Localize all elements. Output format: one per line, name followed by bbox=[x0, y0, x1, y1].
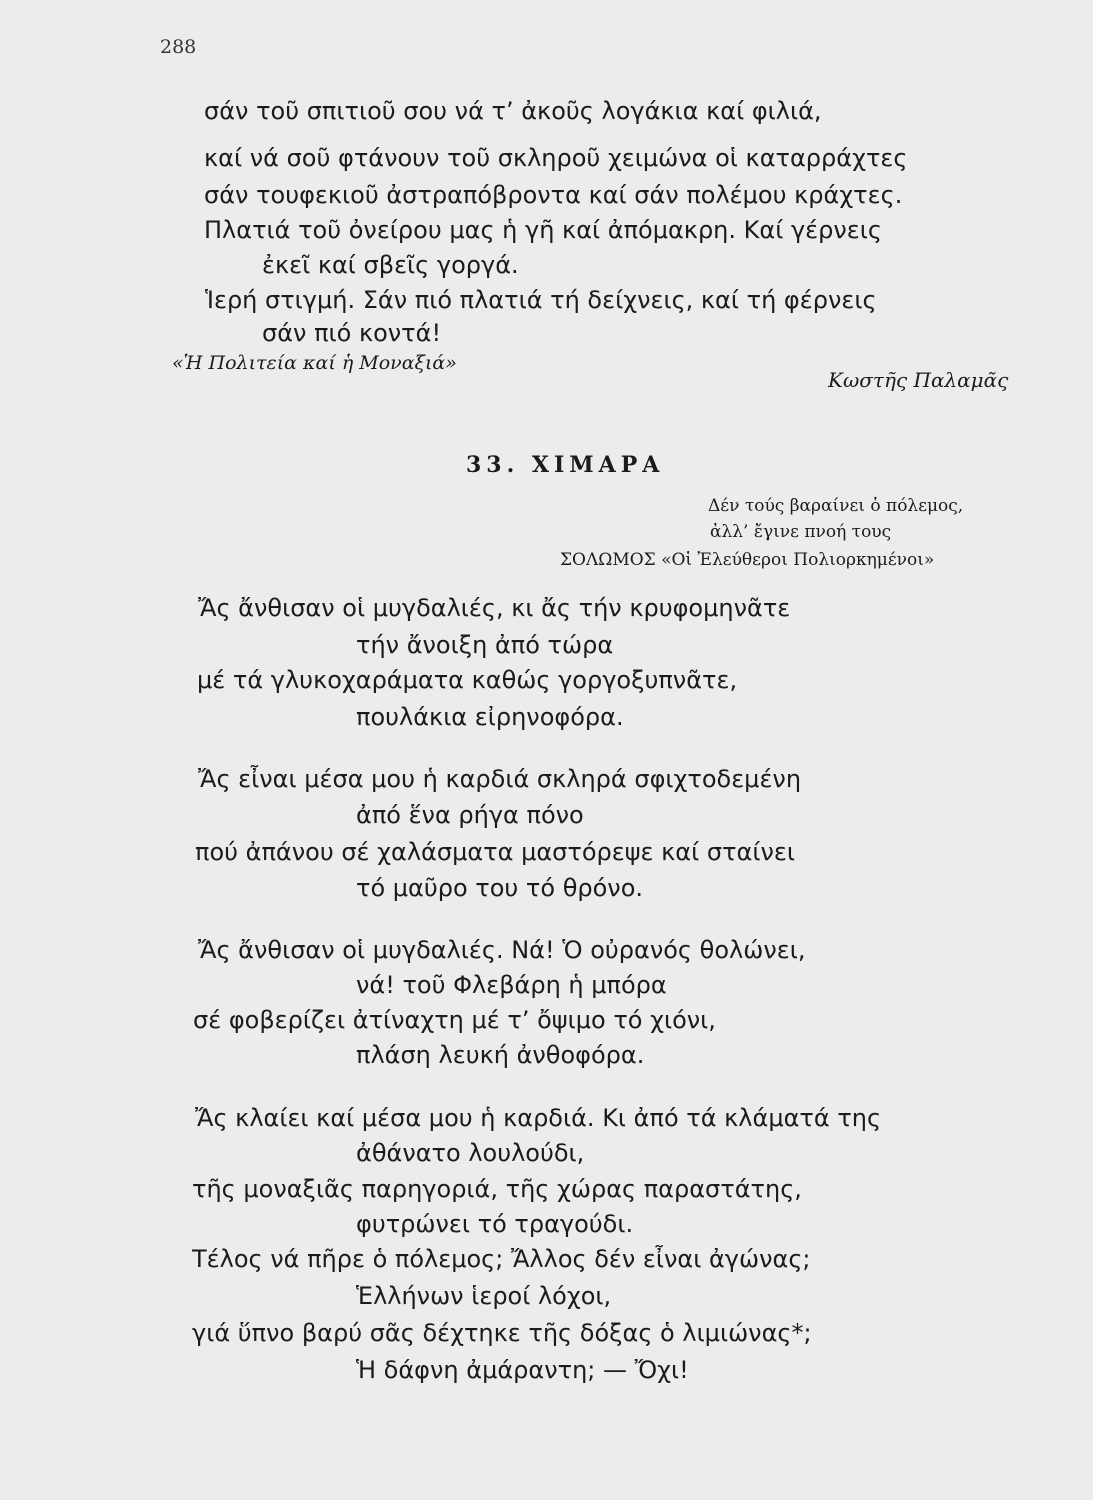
poem1-line: ἐκεῖ καί σβεῖς γοργά. bbox=[262, 251, 519, 279]
poem2-line: Ἑλλήνων ἱεροί λόχοι, bbox=[356, 1282, 612, 1310]
poem1-line: Ἱερή στιγμή. Σάν πιό πλατιά τή δείχνεις, καί τή φέρνεις bbox=[205, 286, 877, 314]
page-number: 288 bbox=[160, 36, 197, 58]
poem2-line: Ἄς εἶναι μέσα μου ἡ καρδιά σκληρά σφιχτοδεμένη bbox=[198, 765, 802, 793]
poem2-line: μέ τά γλυκοχαράματα καθώς γοργοξυπνᾶτε, bbox=[197, 666, 738, 694]
poem2-line: Ἄς κλαίει καί μέσα μου ἡ καρδιά. Κι ἀπό τά κλάματά της bbox=[195, 1104, 882, 1132]
poem2-line: Ἄς ἄνθισαν οἱ μυγδαλιές. Νά! Ὁ οὐρανός θολώνει, bbox=[198, 936, 806, 964]
poem1-line: σάν τουφεκιοῦ ἀστραπόβροντα καί σάν πολέμου κράχτες. bbox=[204, 181, 903, 209]
epigraph-line: Δέν τούς βαραίνει ὁ πόλεμος, bbox=[708, 496, 964, 516]
poem1-line: Πλατιά τοῦ ὀνείρου μας ἡ γῆ καί ἀπόμακρη. Καί γέρνεις bbox=[204, 216, 882, 244]
poem2-line: σέ φοβερίζει ἀτίναχτη μέ τ’ ὄψιμο τό χιόνι, bbox=[193, 1006, 716, 1034]
poem1-line: καί νά σοῦ φτάνουν τοῦ σκληροῦ χειμώνα οἱ καταρράχτες bbox=[204, 144, 908, 172]
poem2-line: τήν ἄνοιξη ἀπό τώρα bbox=[356, 631, 614, 659]
poem2-line: Τέλος νά πῆρε ὁ πόλεμος; Ἄλλος δέν εἶναι ἀγώνας; bbox=[192, 1245, 811, 1273]
poem2-line: τῆς μοναξιᾶς παρηγοριά, τῆς χώρας παραστάτης, bbox=[192, 1175, 802, 1203]
poem2-line: νά! τοῦ Φλεβάρη ἡ μπόρα bbox=[356, 971, 667, 999]
poem2-line: φυτρώνει τό τραγούδι. bbox=[356, 1210, 634, 1238]
poem2-line: γιά ὕπνο βαρύ σᾶς δέχτηκε τῆς δόξας ὁ λιμιώνας*; bbox=[192, 1319, 812, 1347]
poem1-line: σάν πιό κοντά! bbox=[262, 319, 442, 347]
poem2-line: ἀπό ἕνα ρήγα πόνο bbox=[356, 801, 584, 829]
poem2-line: πλάση λευκή ἀνθοφόρα. bbox=[356, 1041, 645, 1069]
poem2-title: 33. ΧΙΜΑΡΑ bbox=[466, 452, 665, 478]
poem2-line: Ἄς ἄνθισαν οἱ μυγδαλιές, κι ἄς τήν κρυφομηνᾶτε bbox=[198, 594, 791, 622]
poem2-line: Ἡ δάφνη ἀμάραντη; — Ὄχι! bbox=[356, 1356, 689, 1384]
poem1-line: σάν τοῦ σπιτιοῦ σου νά τ’ ἀκοῦς λογάκια καί φιλιά, bbox=[204, 97, 822, 125]
poem1-author: Κωστῆς Παλαμᾶς bbox=[828, 368, 1009, 392]
epigraph-line: ἀλλ’ ἔγινε πνοή τους bbox=[710, 522, 892, 542]
epigraph-attribution: ΣΟΛΩΜΟΣ «Οἱ Ἐλεύθεροι Πολιορκημένοι» bbox=[560, 550, 935, 570]
poem2-line: τό μαῦρο του τό θρόνο. bbox=[356, 874, 644, 902]
poem2-line: πού ἀπάνου σέ χαλάσματα μαστόρεψε καί σταίνει bbox=[195, 838, 795, 866]
poem2-line: ἀθάνατο λουλούδι, bbox=[356, 1139, 585, 1167]
poem1-source: «Ἡ Πολιτεία καί ἡ Μοναξιά» bbox=[172, 352, 457, 374]
poem2-line: πουλάκια εἰρηνοφόρα. bbox=[356, 703, 624, 731]
